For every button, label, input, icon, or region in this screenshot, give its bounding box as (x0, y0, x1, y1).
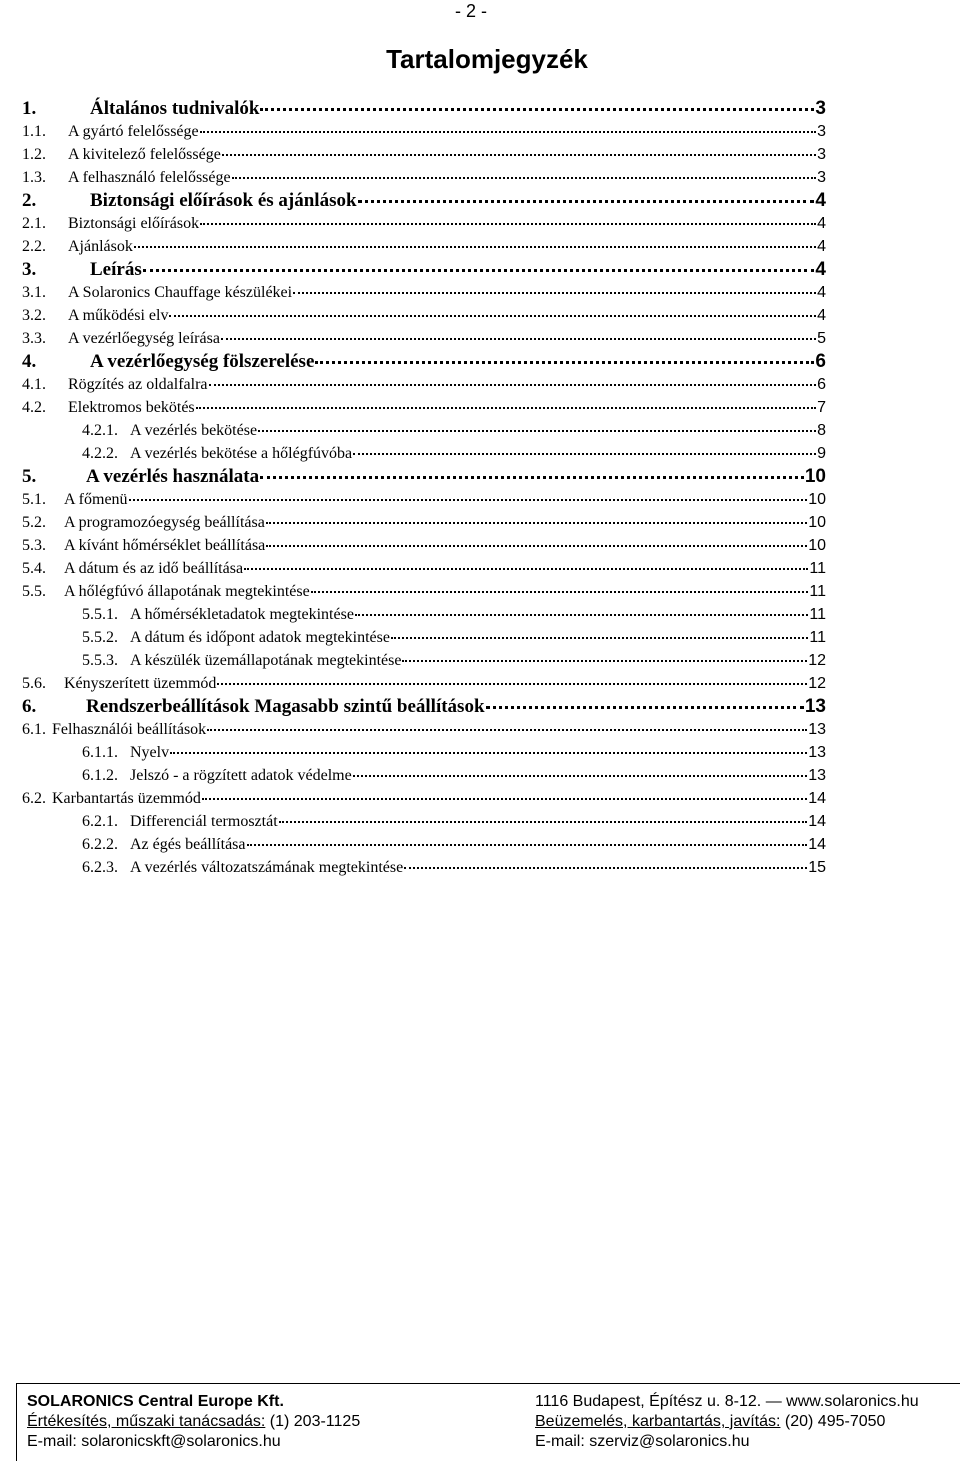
toc-entry-5-1[interactable] (0, 488, 826, 511)
toc-entry-number: 4.2. (22, 399, 46, 416)
dot-leader (143, 269, 815, 272)
toc-entry-4-1[interactable] (0, 373, 826, 396)
toc-entry-title: A vezérlés bekötése a hőlégfúvóba (130, 445, 353, 462)
toc-entry-page: 11 (809, 629, 826, 646)
dot-leader (266, 545, 807, 547)
dot-leader (404, 867, 807, 869)
toc-entry-title: Kényszerített üzemmód (64, 675, 217, 692)
toc-entry-5-3[interactable] (0, 534, 826, 557)
toc-entry-number: 5.5. (22, 583, 46, 600)
toc-entry-title: A vezérlőegység leírása (68, 330, 220, 347)
toc-entry-number: 5.6. (22, 675, 46, 692)
toc-entry-title: Karbantartás üzemmód (52, 790, 201, 807)
toc-entry-number: 3.2. (22, 307, 46, 324)
toc-entry-number: 6.2.2. (82, 836, 118, 853)
toc-entry-title: Általános tudnivalók (90, 98, 260, 119)
dot-leader (260, 108, 814, 111)
dot-leader (202, 798, 807, 800)
toc-entry-number: 5.4. (22, 560, 46, 577)
toc-entry-6-2-1[interactable] (0, 810, 826, 833)
toc-entry-3-3[interactable] (0, 327, 826, 350)
footer-left (27, 1392, 360, 1452)
dot-leader (486, 706, 804, 709)
dot-leader (232, 177, 816, 179)
toc-entry-number: 2.2. (22, 238, 46, 255)
toc-entry-number: 6.2. (22, 790, 46, 807)
dot-leader (169, 315, 816, 317)
footer-company: SOLARONICS Central Europe Kft. (27, 1393, 284, 1410)
toc-entry-1-1[interactable] (0, 120, 826, 143)
dot-leader (260, 476, 804, 479)
toc-entry-1[interactable] (0, 97, 826, 120)
dot-leader (293, 292, 816, 294)
dot-leader (129, 499, 808, 501)
toc-entry-title: Felhasználói beállítások (52, 721, 207, 738)
toc-entry-number: 2.1. (22, 215, 46, 232)
footer-email-left[interactable]: E-mail: solaronicskft@solaronics.hu (27, 1433, 281, 1450)
dot-leader (247, 844, 808, 846)
toc-entry-page: 14 (808, 813, 826, 830)
toc-entry-page: 3 (817, 123, 826, 140)
toc-entry-3-1[interactable] (0, 281, 826, 304)
toc-entry-6-2-3[interactable] (0, 856, 826, 879)
dot-leader (170, 752, 807, 754)
toc-entry-title: A vezérlőegység fölszerelése (90, 351, 315, 372)
toc-entry-number: 5.5.1. (82, 606, 118, 623)
toc-entry-number: 1.1. (22, 123, 46, 140)
dot-leader (222, 154, 816, 156)
toc-entry-page: 3 (817, 146, 826, 163)
toc-entry-6[interactable] (0, 695, 826, 718)
footer-sales-label: Értékesítés, műszaki tanácsadás: (27, 1413, 266, 1430)
dot-leader (353, 775, 808, 777)
toc-entry-page: 12 (808, 675, 826, 692)
toc-entry-title: A vezérlés bekötése (130, 422, 258, 439)
toc-entry-number: 5.2. (22, 514, 46, 531)
toc-entry-number: 6.1.1. (82, 744, 118, 761)
toc-entry-number: 4.2.2. (82, 445, 118, 462)
toc-entry-page: 10 (808, 537, 826, 554)
toc-entry-page: 4 (817, 238, 826, 255)
toc-entry-6-1-1[interactable] (0, 741, 826, 764)
dot-leader (266, 522, 807, 524)
toc-entry-title: A dátum és időpont adatok megtekintése (130, 629, 390, 646)
toc-entry-title: Differenciál termosztát (130, 813, 278, 830)
toc-entry-title: Biztonsági előírások (68, 215, 200, 232)
toc-entry-title: Elektromos bekötés (68, 399, 195, 416)
toc-entry-number: 4.1. (22, 376, 46, 393)
toc-entry-number: 1.2. (22, 146, 46, 163)
toc-entry-page: 4 (817, 215, 826, 232)
page-title: Tartalomjegyzék (386, 44, 588, 74)
toc-entry-title: Az égés beállítása (130, 836, 246, 853)
dot-leader (402, 660, 807, 662)
dot-leader (221, 338, 816, 340)
footer-sales-line (27, 1412, 360, 1432)
toc-entry-number: 1. (22, 98, 37, 119)
dot-leader (200, 223, 816, 225)
toc-entry-page: 13 (808, 721, 826, 738)
toc-entry-6-2[interactable] (0, 787, 826, 810)
toc-entry-title: Leírás (90, 259, 142, 280)
toc-entry-number: 5.1. (22, 491, 46, 508)
toc-entry-number: 5.5.3. (82, 652, 118, 669)
toc-entry-page: 6 (815, 351, 826, 372)
toc-entry-page: 10 (808, 491, 826, 508)
footer-address-line (535, 1392, 919, 1412)
toc-entry-6-1[interactable] (0, 718, 826, 741)
page-number: - 2 - (455, 1, 488, 21)
toc-entry-5[interactable] (0, 465, 826, 488)
toc-entry-page: 6 (817, 376, 826, 393)
dot-leader (353, 453, 816, 455)
toc-entry-title: A dátum és az idő beállítása (64, 560, 244, 577)
toc-entry-number: 5. (22, 466, 37, 487)
toc-entry-number: 6.1. (22, 721, 46, 738)
toc-entry-page: 7 (817, 399, 826, 416)
dot-leader (207, 729, 807, 731)
toc-entry-title: A felhasználó felelőssége (68, 169, 231, 186)
toc-entry-number: 1.3. (22, 169, 46, 186)
dot-leader (258, 430, 816, 432)
dot-leader (134, 246, 816, 248)
toc-entry-title: A hőlégfúvó állapotának megtekintése (64, 583, 310, 600)
toc-entry-2-2[interactable] (0, 235, 826, 258)
toc-entry-1-3[interactable] (0, 166, 826, 189)
dot-leader (355, 614, 808, 616)
toc-entry-page: 4 (815, 190, 826, 211)
toc-entry-2-1[interactable] (0, 212, 826, 235)
toc-entry-page: 11 (809, 560, 826, 577)
toc-entry-number: 4.2.1. (82, 422, 118, 439)
dot-leader (209, 384, 817, 386)
dot-leader (311, 591, 809, 593)
toc-entry-number: 6.2.3. (82, 859, 118, 876)
toc-entry-5-5-2[interactable] (0, 626, 826, 649)
toc-entry-4-2-2[interactable] (0, 442, 826, 465)
toc-entry-page: 14 (808, 790, 826, 807)
toc-entry-number: 2. (22, 190, 37, 211)
toc-entry-title: A Solaronics Chauffage készülékei (68, 284, 293, 301)
toc-entry-5-2[interactable] (0, 511, 826, 534)
toc-entry-number: 6. (22, 696, 37, 717)
footer-dash: — (765, 1393, 782, 1410)
toc-entry-3[interactable] (0, 258, 826, 281)
toc-entry-4[interactable] (0, 350, 826, 373)
toc-entry-5-6[interactable] (0, 672, 826, 695)
toc-entry-page: 4 (817, 307, 826, 324)
toc-entry-title: A kívánt hőmérséklet beállítása (64, 537, 266, 554)
toc-entry-page: 15 (808, 859, 826, 876)
footer-service-label: Beüzemelés, karbantartás, javítás: (535, 1413, 781, 1430)
table-of-contents (0, 97, 960, 879)
toc-entry-number: 5.3. (22, 537, 46, 554)
toc-entry-4-2-1[interactable] (0, 419, 826, 442)
toc-entry-page: 14 (808, 836, 826, 853)
toc-entry-title: A programozóegység beállítása (64, 514, 265, 531)
page-footer (16, 1383, 960, 1461)
toc-entry-title: Rögzítés az oldalfalra (68, 376, 208, 393)
footer-address: 1116 Budapest, Építész u. 8-12. (535, 1393, 762, 1410)
dot-leader (196, 407, 816, 409)
toc-entry-number: 6.1.2. (82, 767, 118, 784)
toc-entry-title: Jelszó - a rögzített adatok védelme (130, 767, 352, 784)
toc-entry-page: 9 (817, 445, 826, 462)
toc-entry-number: 3. (22, 259, 37, 280)
footer-website[interactable]: www.solaronics.hu (786, 1393, 919, 1410)
toc-entry-page: 4 (817, 284, 826, 301)
toc-entry-page: 8 (817, 422, 826, 439)
dot-leader (217, 683, 807, 685)
dot-leader (315, 361, 814, 364)
toc-entry-page: 11 (809, 606, 826, 623)
toc-entry-page: 3 (817, 169, 826, 186)
toc-entry-6-2-2[interactable] (0, 833, 826, 856)
toc-entry-number: 3.1. (22, 284, 46, 301)
toc-entry-number: 5.5.2. (82, 629, 118, 646)
toc-entry-title: Nyelv (130, 744, 170, 761)
footer-sales-phone: (1) 203-1125 (269, 1413, 361, 1430)
footer-email-right[interactable]: E-mail: szerviz@solaronics.hu (535, 1433, 750, 1450)
dot-leader (200, 131, 816, 133)
toc-entry-number: 6.2.1. (82, 813, 118, 830)
toc-entry-page: 13 (808, 767, 826, 784)
toc-entry-title: A vezérlés használata (86, 466, 260, 487)
toc-entry-1-2[interactable] (0, 143, 826, 166)
toc-entry-title: A kivitelező felelőssége (68, 146, 221, 163)
toc-entry-4-2[interactable] (0, 396, 826, 419)
toc-entry-title: A működési elv (68, 307, 169, 324)
toc-entry-page: 11 (809, 583, 826, 600)
toc-entry-5-5-3[interactable] (0, 649, 826, 672)
dot-leader (358, 200, 815, 203)
toc-entry-title: Biztonsági előírások és ajánlások (90, 190, 357, 211)
toc-entry-page: 4 (815, 259, 826, 280)
toc-entry-title: A hőmérsékletadatok megtekintése (130, 606, 354, 623)
toc-entry-number: 4. (22, 351, 37, 372)
dot-leader (279, 821, 808, 823)
dot-leader (244, 568, 808, 570)
toc-entry-title: Rendszerbeállítások Magasabb szintű beállítások (86, 696, 485, 717)
toc-entry-5-4[interactable] (0, 557, 826, 580)
footer-service-phone: (20) 495-7050 (784, 1413, 886, 1430)
toc-entry-2[interactable] (0, 189, 826, 212)
toc-entry-page: 10 (808, 514, 826, 531)
toc-entry-title: A főmenü (64, 491, 128, 508)
toc-entry-title: A készülék üzemállapotának megtekintése (130, 652, 402, 669)
footer-service-line (535, 1412, 919, 1432)
toc-entry-number: 3.3. (22, 330, 46, 347)
dot-leader (391, 637, 808, 639)
toc-entry-page: 13 (808, 744, 826, 761)
toc-entry-page: 12 (808, 652, 826, 669)
toc-entry-title: Ajánlások (68, 238, 133, 255)
toc-entry-5-5[interactable] (0, 580, 826, 603)
toc-entry-page: 10 (804, 466, 826, 487)
toc-entry-title: A vezérlés változatszámának megtekintése (130, 859, 404, 876)
toc-entry-5-5-1[interactable] (0, 603, 826, 626)
footer-right (535, 1392, 919, 1452)
toc-entry-page: 5 (817, 330, 826, 347)
toc-entry-6-1-2[interactable] (0, 764, 826, 787)
toc-entry-page: 13 (804, 696, 826, 717)
toc-entry-3-2[interactable] (0, 304, 826, 327)
toc-entry-title: A gyártó felelőssége (68, 123, 199, 140)
toc-entry-page: 3 (815, 98, 826, 119)
